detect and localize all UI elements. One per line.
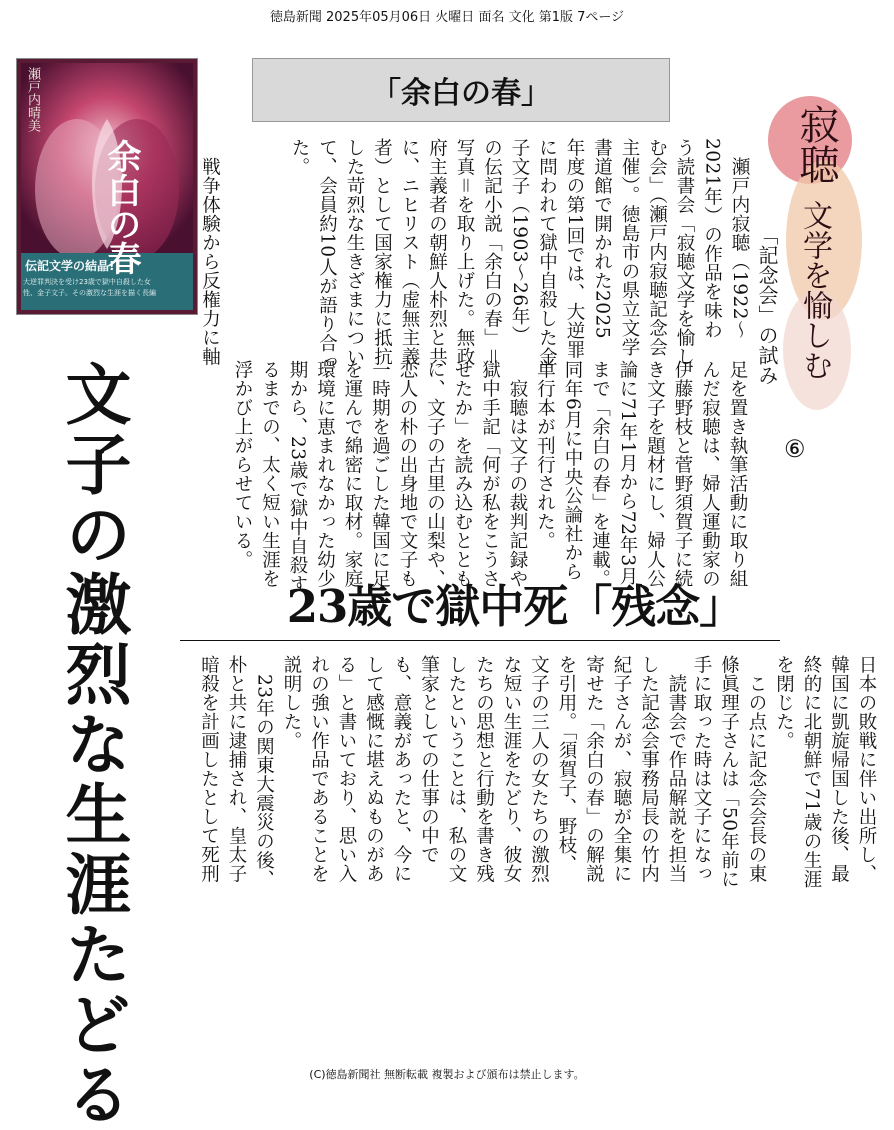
text-column: 手に取った時は文子になっ [691,655,712,883]
page-footer: (C)徳島新聞社 無断転載 複製および頒布は禁止します。 [309,1068,585,1081]
text-column: れの強い作品であることを [308,655,330,883]
book-title: 余白の春 [101,139,141,275]
text-column: 府主義者の朝鮮人朴烈と共 [426,138,448,366]
text-column: 2021年）の作品を味わ [701,138,723,340]
text-column: 寂聴は文子の裁判記録や [507,360,528,588]
book-band-line: 性、金子文子。その激烈な生涯を描く長編 [23,289,156,297]
divider-rule [180,640,780,641]
text-column: した記念会事務局長の竹内 [638,655,660,883]
text-column: 環境に恵まれなかった幼少 [314,360,336,588]
text-column: を閉じた。 [773,655,795,750]
text-column: 韓国に凱旋帰国した後、最 [828,655,850,883]
book-band-text [23,277,193,299]
text-column: るまでの、太く短い生涯を [259,360,281,588]
text-column: 浮かび上がらせている。 [232,360,253,569]
text-column: む会」（瀬戸内寂聴記念会 [646,138,668,357]
text-column: まで「余白の春」を連載。 [589,360,611,588]
text-column: を運んで綿密に取材。家庭 [342,360,363,588]
text-column: 朴と共に逮捕され、皇太子 [226,655,247,883]
series-title-2: 文学を愉しむ [797,200,832,380]
text-column: 日本の敗戦に伴い出所し、 [856,655,877,883]
text-column: 説明した。 [281,655,302,750]
text-column: して感慨に堪えぬものがあ [363,655,385,883]
book-band-heading: 伝記文学の結晶! [25,259,115,273]
text-column: した苛烈な生きざまについ [344,138,365,366]
text-column: に問われて獄中自殺した金 [536,138,558,366]
text-column: う読書会「寂聴文学を愉し [674,138,695,366]
text-column: 期から、23歳で獄中自殺す [287,360,308,594]
text-column: 書道館で開かれた2025 [591,138,613,340]
main-headline: 文子の激烈な生涯たどる [54,360,132,1130]
book-band-line: 大逆罪判決を受け23歳で獄中自殺した女 [23,278,151,286]
text-column: に、ニヒリスト（虚無主義 [399,138,420,366]
text-column: 獄中手記「何が私をこうさ [479,360,501,588]
text-column: 主催）。徳島市の県立文学 [619,138,640,357]
text-column: 暗殺を計画したとして死刑 [198,655,220,883]
text-column: 伊藤野枝と菅野須賀子に続 [672,360,693,588]
text-column: 足を置き執筆活動に取り組 [727,360,748,588]
text-column: せたか」を読み込むととも [452,360,473,588]
text-column: る」と書いており、思い入 [336,655,357,883]
text-column: 紀子さんが、寂聴が全集に [611,655,632,883]
text-column: 同年6月に中央公論社から [562,360,583,582]
text-column: き文子を題材にし、婦人公 [644,360,666,588]
text-column: も、意義があったと、今に [391,655,412,883]
text-column: な短い生涯をたどり、彼女 [501,655,522,883]
text-column: 文子の三人の女たちの激烈 [528,655,550,883]
text-column: 論に71年1月から72年3月 [617,360,638,586]
page-header: 徳島新聞 2025年05月06日 火曜日 面名 文化 第1版 7ページ [269,10,625,25]
text-column: た。 [289,138,310,176]
text-column: んだ寂聴は、婦人運動家の [699,360,721,588]
text-column: 読書会で作品解説を担当 [666,655,687,883]
series-number: ⑥ [784,435,806,463]
text-column: 一時期を過ごした韓国に足 [369,360,391,588]
series-title-1: 寂聴 [793,104,839,184]
article-bottom-columns [180,655,690,1057]
text-column: 23年の関東大震災の後、 [253,655,275,889]
text-column: 寄せた「余白の春」の解説 [583,655,605,883]
article-bottom-right-columns [680,655,880,1057]
text-column: したということは、私の文 [446,655,467,883]
text-column: 単行本が刊行された。 [534,360,556,550]
text-column: 終的に北朝鮮で71歳の生涯 [801,655,822,889]
book-author: 瀬戸内晴美 [25,67,40,132]
sub-headline: 23歳で獄中死「残念」 [286,579,744,633]
text-column: 写真＝を取り上げた。無政 [454,138,475,367]
text-column: を引用。「須賀子、野枝、 [556,655,577,874]
text-column: 者）として国家権力に抵抗 [371,138,393,366]
book-side-column: 戦争体験から反権力に軸 [199,138,221,366]
series-subtitle: 「記念会」の試み [755,225,779,385]
text-column: 條眞理子さんは「50年前に [718,655,740,889]
text-column: に、文子の古里の山梨や、 [424,360,446,588]
text-column: て、会員約10人が語り合っ [316,138,338,372]
series-badge [755,90,892,570]
text-column: 筆家としての仕事の中で [418,655,440,864]
text-column: 瀬戸内寂聴（1922〜 [729,138,750,340]
text-column: 年度の第1回では、大逆罪 [564,138,585,360]
text-column: 子文子（1903〜26年） [509,138,530,345]
text-column: 恋人の朴の出身地で文子も [397,360,418,588]
book-cover-image [16,58,198,315]
text-column: の伝記小説「余白の春」＝ [481,138,503,367]
title-box: 「余白の春」 [252,58,670,122]
text-column: たちの思想と行動を書き残 [473,655,495,883]
text-column: この点に記念会会長の東 [746,655,767,883]
